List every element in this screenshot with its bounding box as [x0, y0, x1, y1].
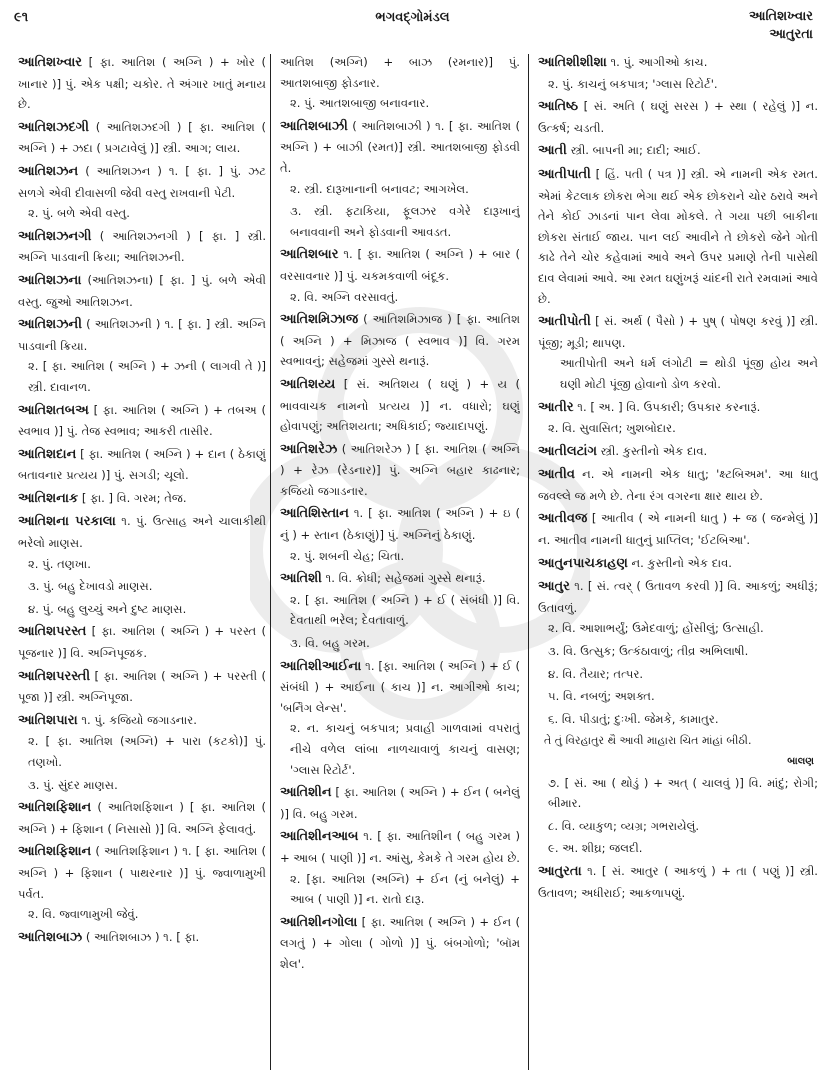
entry-text	[538, 508, 818, 550]
headword: આતિશી	[280, 571, 322, 587]
definition: ૧. [ ફા. આતિશ ( અગ્નિ ) + ઇ ( નું ) + સ્તાન (ઠેકાણું)] પું. અગ્નિનું ઠેકાણું.	[280, 506, 520, 543]
entry-text	[18, 270, 266, 312]
dictionary-entry	[18, 117, 266, 159]
definition: ( આતિશમિઝાજ ) [ ફા. આતિશ ( અગ્નિ ) + મિઝાજ ( સ્વભાવ )] વિ. ગરમ સ્વભાવનું; સહેજમાં ગુસ્સે થનારૂં.	[280, 312, 520, 369]
headword: આતિશના પરકાલા	[18, 514, 116, 530]
quote-attribution: બાલણ	[787, 756, 814, 767]
dictionary-entry	[538, 397, 818, 439]
headword: આતિશફિશાન	[18, 800, 92, 816]
headword: આતિશઝદગી	[18, 119, 89, 135]
entry-text	[280, 912, 520, 975]
sense-definition: ૨. પું. તણખા.	[28, 556, 91, 571]
headword: આતીવજ	[538, 511, 588, 527]
definition: [ ફા. આતિશ ( અગ્નિ ) + પરસ્તી ( પૂજા )] સ્ત્રી. અગ્નિપૂજા.	[18, 668, 266, 705]
dictionary-entry	[18, 710, 266, 795]
headword: આતીલટાંગ	[538, 443, 597, 459]
sense-definition: ૨. [ ફા. આતિશ ( અગ્નિ ) + ઈ ( સંબંધી )] વિ. દેવતાથી ભરેલ; દેવતાવાળું.	[290, 592, 520, 628]
dictionary-entry	[538, 553, 818, 575]
definition: [ હિં. પતી ( પત્ર )] સ્ત્રી. એ નામની એક રમત. એમાં કેટલાક છોકરા ભેગા થઈ એક છોકરાને ચોર ઠરાવે અને તેને કોઈ ઝાડનાં પાન લેવા મોકલે. તે ગયા પછી બાકીના છોકરા સંતાઈ જાય. પાન લઈ આવીને તે છોકરો જેને ગોતી કાઢે તેને ચોર કહેવામાં આવે અને ઉપર પ્રમાણે તેની પાસેથી દાવ લેવામાં આવે. આ રમત ઘણુંખરૂં ચાંદની રાતે રમવામાં આવે છે.	[538, 166, 818, 306]
entry-text	[280, 439, 520, 502]
dictionary-column-1	[18, 52, 266, 1072]
sense-definition: ૫. વિ. નબળું; અશક્ત.	[548, 689, 655, 704]
sense-definition: ૨. પું. બળે એવી વસ્તુ.	[28, 206, 130, 221]
sense-definition: ૭. [ સં. આ ( થોડું ) + અત્ ( ચાલવું )] વિ. માંદું; રોગી; બીમાર.	[548, 775, 818, 811]
definition: ૧. [ ફા. આતિશ ( અગ્નિ ) + બાર ( વરસાવનાર )] પું. ચકમકવાળી બંદૂક.	[280, 247, 520, 283]
column-divider	[528, 54, 529, 1070]
dictionary-entry	[280, 374, 520, 437]
entry-text	[280, 309, 520, 372]
entry-text	[280, 568, 520, 590]
headword: આતુરતા	[538, 863, 582, 879]
sense-definition: ૩. વિ. ઉત્સુક; ઉત્કંઠાવાળું; તીવ્ર અભિલાષી.	[548, 644, 749, 659]
dictionary-entry	[538, 311, 818, 394]
dictionary-column-3	[538, 52, 818, 1072]
definition: ૧. પું. કજિયો જગાડનાર.	[81, 712, 197, 727]
sense-definition: ૨. [ફા. આતિશ (અગ્નિ) + ઈન (નું બનેલું) + આબ ( પાણી )] ન. રાતો દારૂ.	[290, 871, 520, 907]
sense-definition: ૨. વિ. જ્વાળામુખી જેવું.	[28, 907, 139, 922]
headword: આતિશબાર	[280, 247, 339, 263]
definition: [ આતીવ ( એ નામની ધાતુ ) + જ ( જન્મેલું )] ન. આતીવ નામની ધાતુનું પ્રાપ્તિલ; 'ઈટબિઆ'.	[538, 511, 818, 548]
entry-text	[280, 782, 520, 824]
headword: આતુનપાચકાહણ	[538, 555, 628, 571]
sense-definition: ૪. વિ. તૈયાર; તત્પર.	[548, 666, 644, 681]
entry-text	[280, 374, 520, 437]
dictionary-entry	[18, 621, 266, 663]
definition: ( આતિશફિશાન ) ૧. [ ફા. આતિશ ( અગ્નિ ) + ફિશાન ( પાથરનાર )] પું. જ્વાળામુખી પર્વત.	[18, 844, 266, 901]
entry-text	[280, 656, 520, 719]
entry-text	[18, 841, 266, 904]
definition: ( આતિશઝનગી ) [ ફા. ] સ્ત્રી. અગ્નિ પાડવાની ક્રિયા; આતિશઝની.	[18, 228, 266, 265]
dictionary-entry	[18, 52, 266, 115]
entry-text	[18, 621, 266, 663]
dictionary-entry	[538, 508, 818, 550]
entry-text	[18, 161, 266, 203]
entry-text	[538, 164, 818, 309]
entry-text	[18, 797, 266, 839]
page-number: ૯૧	[14, 10, 29, 25]
dictionary-entry	[538, 576, 818, 859]
dictionary-entry	[18, 797, 266, 839]
headword: આતીવ	[538, 467, 575, 483]
dictionary-entry	[538, 96, 818, 138]
definition: ( આતિશઝની ) ૧. [ ફા. ] સ્ત્રી. અગ્નિ પાડવાની ક્રિયા.	[18, 317, 266, 353]
sense-definition: ૨. વિ. આશાભર્યું; ઉમેદવાળું; હોંસીલું; ઉત્સાહી.	[548, 621, 764, 636]
sense-definition: ૨. સ્ત્રી. દારૂખાનાની બનાવટ; આગખેલ.	[290, 181, 469, 196]
dictionary-entry	[280, 568, 520, 653]
dictionary-entry	[280, 782, 520, 824]
headword: આતિશઝની	[18, 317, 82, 333]
sense-definition: ૩. પું. બહુ દેખાવડો માણસ.	[28, 579, 153, 594]
entry-text	[280, 52, 520, 93]
definition: સ્ત્રી. બાપની મા; દાદી; આઈ.	[570, 143, 701, 158]
dictionary-entry	[18, 488, 266, 510]
definition: સ્ત્રી. કુસ્તીનો એક દાવ.	[600, 443, 708, 458]
headword: આતિશઝનગી	[18, 228, 92, 244]
definition: ન. કુસ્તીનો એક દાવ.	[631, 555, 732, 570]
definition: [ ફા. આતિશ ( અગ્નિ ) + ખોર ( ખાનાર )] પું. એક પક્ષી; ચકોર. તે અંગાર ખાતું મનાય છે.	[18, 55, 266, 112]
headword: આતિશરેઝ	[280, 441, 338, 457]
headword: આતિશપરસ્તી	[18, 668, 91, 684]
definition: (આતિશઝના) [ ફા. ] પું. બળે એવી વસ્તુ. જુઓ આતિશઝન.	[18, 272, 266, 309]
sense-definition: ૨. ન. કાચનું બકપાત્ર; પ્રવાહી ગાળવામાં વપરાતું નીચે વળેલ લાંબા નાળચાવાળું કાચનું વાસણ; 'ગ્લાસ રિટોર્ટ'.	[290, 721, 520, 777]
headword: આતિશીનઆબ	[280, 829, 359, 845]
headword: આતિશદાન	[18, 446, 77, 462]
entry-text	[538, 576, 818, 618]
headword: આતિશપારા	[18, 712, 78, 728]
definition: [ સં. અર્થ ( પૈસો ) + પુષ્ ( પોષણ કરવું )] સ્ત્રી. પૂંજી; મૂડી; થાપણ.	[538, 314, 818, 350]
definition: ( આતિશબાઝી ) ૧. [ ફા. આતિશ ( અગ્નિ ) + બાઝી (રમત)] સ્ત્રી. આતશબાજી ફોડવી તે.	[280, 118, 520, 175]
definition: ( આતિશફિશાન ) [ ફા. આતિશ ( અગ્નિ ) + ફિશાન ( નિસાસો )] વિ. અગ્નિ ફેલાવતું.	[18, 800, 266, 836]
column-divider	[270, 54, 271, 1070]
dictionary-entry	[280, 116, 520, 243]
sense-definition: ૨. પું. શબની ચેહ; ચિતા.	[290, 548, 405, 563]
entry-text	[280, 826, 520, 868]
dictionary-entry	[18, 400, 266, 442]
definition: [ ફા. આતિશ ( અગ્નિ ) + ઈન ( બનેલું )] વિ. બહુ ગરમ.	[280, 785, 520, 821]
dictionary-entry	[280, 656, 520, 781]
sense-definition: ૬. વિ. પીડાતું; દુઃખી. જેમકે, કામાતુર.	[548, 711, 719, 726]
headword: આતિશફિશાન	[18, 844, 92, 860]
headword: આતિશય્ય	[280, 376, 336, 392]
usage-example: આતીપોતી અને ધર્મ લંગોટી = થોડી પૂંજી હોય અને ઘણી મોટી પૂંજી હોવાનો ડોળ કરવો.	[560, 356, 818, 391]
dictionary-entry	[18, 226, 266, 268]
dictionary-entry	[538, 164, 818, 309]
dictionary-entry	[18, 511, 266, 619]
headword: આતિષ્ઠ	[538, 99, 579, 115]
sense-definition: ૩. પું. સુંદર માણસ.	[28, 777, 118, 792]
guide-word-last: આતુરતા	[769, 27, 813, 42]
headword: આતુર	[538, 579, 570, 595]
sense-definition: ૨. [ ફા. આતિશ (અગ્નિ) + પારા (કટકો)] પું. તણખો.	[28, 734, 266, 769]
headword: આતિશીનગોલા	[280, 914, 358, 930]
entry-text	[538, 861, 818, 903]
headword: આતિશબાઝ	[18, 929, 83, 945]
dictionary-entry	[280, 503, 520, 566]
entry-text	[280, 503, 520, 545]
entry-text	[538, 464, 818, 506]
dictionary-entry	[538, 861, 818, 903]
definition: ૧. [ફા. આતિશ ( અગ્નિ ) + ઈ ( સંબંધી ) + આઈના ( કાચ )] ન. આગીઓ કાચ; 'બર્નિંગ લેન્સ'.	[280, 658, 520, 715]
sense-definition: ૨. [ ફા. આતિશ ( અગ્નિ ) + ઝની ( લાગવી તે )] સ્ત્રી. દાવાનળ.	[28, 359, 266, 394]
headword: આતિશઝન	[18, 163, 79, 179]
headword: આતિશપરસ્ત	[18, 624, 87, 640]
entry-text	[18, 314, 266, 356]
entry-text	[538, 96, 818, 138]
headword: આતિશીશીશા	[538, 55, 607, 70]
definition: ( આતિશઝદગી ) [ ફા. આતિશ ( અગ્નિ ) + ઝદા ( પ્રગટાવેલું )] સ્ત્રી. આગ; લાય.	[18, 119, 266, 156]
page-header	[0, 0, 825, 48]
entry-text	[18, 226, 266, 268]
literary-quote: તે તું વિરહાતુર થૈ આવી માહારા ચિત માંહાં બીઠી.	[544, 734, 752, 748]
headword: આતી	[538, 143, 567, 159]
headword: આતિશિસ્તાન	[280, 506, 349, 522]
dictionary-entry	[280, 912, 520, 975]
definition: ( આતિશઝન ) ૧. [ ફા. ] પું. ઝટ સળગે એવી દીવાસળી જેવી વસ્તુ રાખવાની પેટી.	[18, 163, 266, 200]
definition: ૧. પું. આગીઓ કાચ.	[610, 55, 708, 69]
entry-text	[538, 553, 818, 575]
headword: આતીર	[538, 399, 574, 415]
dictionary-entry	[18, 666, 266, 708]
definition: ( આતિશબાઝ ) ૧. [ ફા.	[85, 929, 200, 944]
dictionary-entry	[18, 444, 266, 486]
definition: [ ફા. આતિશ ( અગ્નિ ) + ઈન ( લગતું ) + ગોલા ( ગોળો )] પું. બંબગોળો; 'બૉમ શેલ'.	[280, 914, 520, 971]
entry-text	[538, 311, 818, 353]
entry-text	[18, 444, 266, 486]
entry-text	[280, 116, 520, 179]
sense-definition: ૩. સ્ત્રી. ફટાકિયા, ફૂલઝર વગેરે દારૂખાનું બનાવવાની અને ફોડવાની આવડત.	[290, 204, 520, 239]
headword: આતિશખ્વાર	[18, 55, 83, 70]
definition: [ ફા. ] વિ. ગરમ; તેજ.	[81, 490, 187, 505]
entry-text	[18, 511, 266, 553]
dictionary-entry	[18, 927, 266, 949]
headword: આતીપાતી	[538, 166, 591, 182]
definition: [ ફા. આતિશ ( અગ્નિ ) + તબઅ ( સ્વભાવ )] પું. તેજ સ્વભાવ; આકરી તાસીર.	[18, 402, 266, 439]
book-title: ભગવદ્ગોમંડલ	[375, 10, 450, 25]
entry-text	[18, 710, 266, 732]
entry-text	[18, 400, 266, 442]
dictionary-entry	[538, 52, 818, 94]
sense-definition: ૨. પું. કાચનું બકપાત્ર; 'ગ્લાસ રિટોર્ટ'.	[548, 76, 718, 91]
sense-definition: ૨. પું. આતશબાજી બનાવનાર.	[290, 96, 430, 111]
dictionary-column-2	[280, 52, 520, 1072]
entry-text	[538, 140, 818, 162]
headword: આતિશીન	[280, 785, 332, 801]
entry-text	[538, 441, 818, 463]
sense-definition: ૩. વિ. બહુ ગરમ.	[290, 636, 370, 651]
guide-word-first: આતિશખ્વાર	[748, 9, 813, 24]
sense-definition: ૨. વિ. અગ્નિ વરસાવતું.	[290, 289, 399, 304]
dictionary-entry	[18, 314, 266, 397]
entry-text	[280, 244, 520, 286]
entry-text	[538, 52, 818, 74]
entry-text	[538, 397, 818, 419]
dictionary-entry	[538, 464, 818, 506]
headword: આતિશઝના	[18, 272, 82, 288]
headword: આતિશીઆઈના	[280, 658, 362, 674]
entry-text	[18, 52, 266, 115]
headword: આતીપોતી	[538, 314, 591, 330]
headword: આતિશનાક	[18, 490, 79, 506]
dictionary-entry	[280, 52, 520, 114]
definition: [ ફા. આતિશ ( અગ્નિ ) + પરસ્ત ( પૂજનાર )] વિ. અગ્નિપૂજક.	[18, 624, 266, 661]
sense-definition: ૨. વિ. સુવાસિત; ખુશબોદાર.	[548, 421, 676, 436]
entry-text	[18, 488, 266, 510]
definition: ૧. વિ. ક્રોધી; સહેજમાં ગુસ્સે થનારૂં.	[325, 571, 486, 586]
definition: [ સં. અતિ ( ઘણું સરસ ) + સ્થા ( રહેલું )] ન. ઉત્કર્ષ; ચડતી.	[538, 99, 818, 135]
definition: આતિશ (અગ્નિ) + બાઝ (રમનાર)] પું. આતશબાજી ફોડનાર.	[280, 55, 520, 90]
definition: ૧. [ સં. આતુર ( આકળું ) + તા ( પણું )] સ્ત્રી. ઉતાવળ; અધીરાઈ; આકળાપણું.	[538, 863, 818, 900]
dictionary-entry	[538, 140, 818, 162]
dictionary-entry	[280, 309, 520, 372]
dictionary-entry	[18, 270, 266, 312]
definition: ૧. પું. ઉત્સાહ અને ચાલાકીથી ભરેલો માણસ.	[18, 514, 266, 551]
dictionary-entry	[280, 826, 520, 909]
definition: [ ફા. આતિશ ( અગ્નિ ) + દાન ( ઠેકાણું બતાવનાર પ્રત્યય )] પું. સગડી; ચૂલો.	[18, 446, 266, 483]
dictionary-entry	[538, 441, 818, 463]
definition: ૧. [ સં. ત્વર્ ( ઉતાવળ કરવી )] વિ. આકળું; અધીરૂં; ઉતાવળું.	[538, 579, 818, 615]
sense-definition: ૮. વિ. વ્યાકુળ; વ્યગ્ર; ગભરાયેલું.	[548, 818, 700, 833]
dictionary-entry	[18, 161, 266, 224]
sense-definition: ૪. પું. બહુ લુચ્ચું અને દુષ્ટ માણસ.	[28, 601, 187, 616]
guide-words	[749, 8, 813, 44]
definition: ન. એ નામની એક ધાતુ; 'ક્ષ્ટબિઅમ'. આ ધાતુ જવલ્લે જ મળે છે. તેના રંગ વગરના ક્ષાર થાય છે.	[538, 467, 818, 503]
dictionary-entry	[280, 244, 520, 307]
headword: આતિશતબઅ	[18, 402, 89, 418]
entry-text	[18, 117, 266, 159]
dictionary-entry	[18, 841, 266, 924]
definition: [ સં. અતિશય ( ઘણું ) + ય ( ભાવવાચક નામનો પ્રત્યય )] ન. વધારો; ઘણું હોવાપણું; અતિશયતા; અધિકાઈ; જ્યાદાપણું.	[280, 376, 520, 434]
definition: ( આતિશરેઝ ) [ ફા. આતિશ ( અગ્નિ ) + રેઝ (રેડનાર)] પું. અગ્નિ બહાર કાઢનાર; કજિયો જગાડનાર.	[280, 441, 520, 498]
headword: આતિશબાઝી	[280, 118, 348, 134]
definition: ૧. [ ફા. આતિશીન ( બહુ ગરમ ) + આબ ( પાણી )] ન. આંસુ, કેમકે તે ગરમ હોય છે.	[280, 829, 520, 865]
sense-definition: ૯. અ. શીઘ્ર; જલદી.	[548, 841, 643, 856]
definition: ૧. [ અ. ] વિ. ઉપકારી; ઉપકાર કરનારૂં.	[577, 399, 761, 414]
entry-text	[18, 666, 266, 708]
dictionary-entry	[280, 439, 520, 502]
entry-text	[18, 927, 266, 949]
headword: આતિશમિઝાજ	[280, 312, 359, 328]
